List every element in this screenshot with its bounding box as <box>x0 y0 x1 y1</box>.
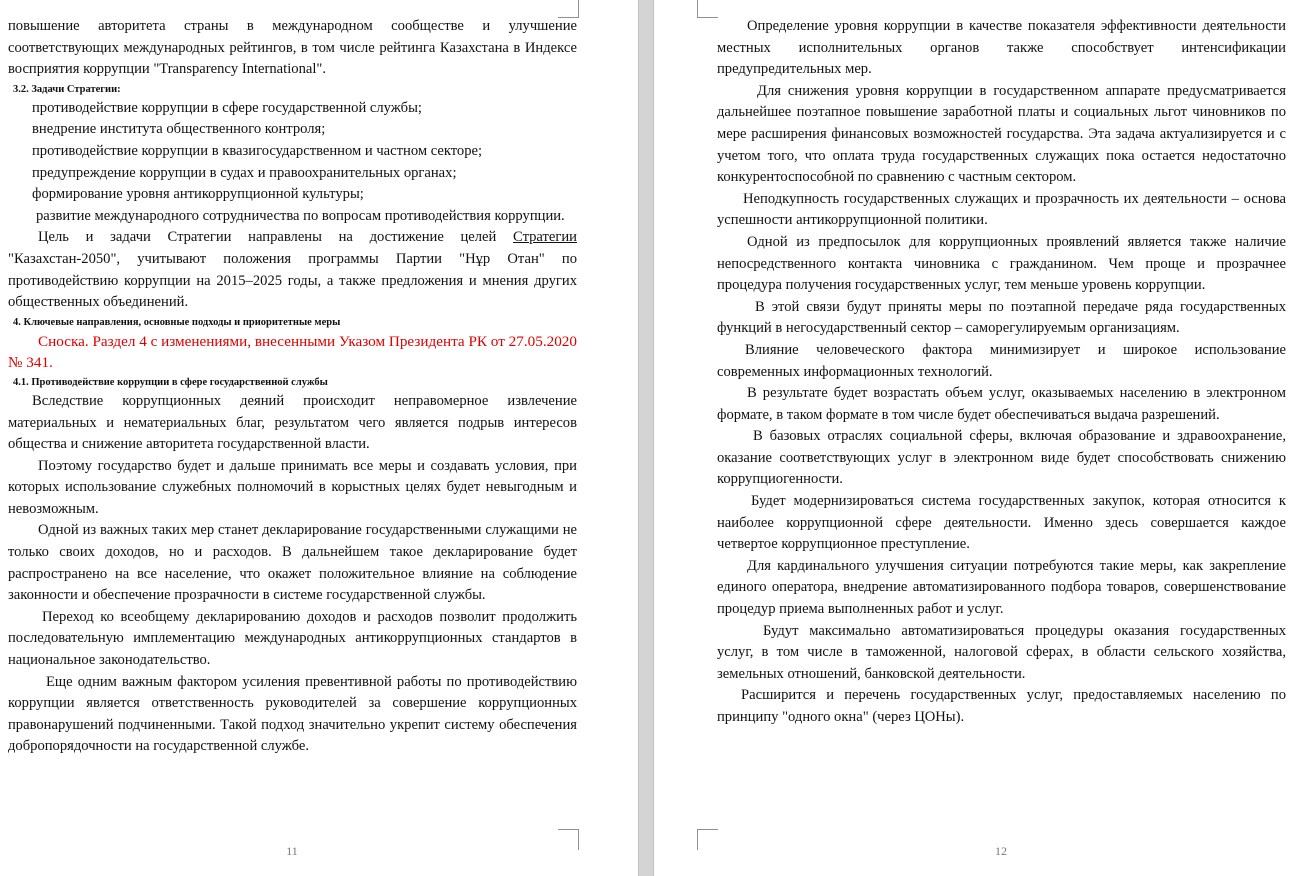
page-gutter <box>638 0 654 876</box>
list-item: противодействие коррупции в сфере государственной службы; <box>32 99 422 116</box>
page-number: 12 <box>995 844 1007 858</box>
page-number: 11 <box>286 844 298 858</box>
paragraph: В этой связи будут приняты меры по поэтапной передаче ряда государственных функций в негосударственный сектор – саморегулируемым организациям. <box>717 298 1286 337</box>
paragraph-text: Цель и задачи Стратегии направлены на достижение целей <box>38 229 514 246</box>
margin-corner-mark <box>697 0 718 18</box>
paragraph: Для снижения уровня коррупции в государственном аппарате предусматривается дальнейшее поэтапное повышение заработной платы и социальных льгот чиновников по мере расширения финансовых возможностей государства. Эта задача актуализируется и с учетом того, что оплата труда государственных служащих пока остается недостаточно конкурентоспособной по сравнению с частным сектором. <box>717 82 1286 186</box>
list-item: внедрение института общественного контроля; <box>32 121 326 138</box>
section-heading: 4. Ключевые направления, основные подходы и приоритетные меры <box>13 316 341 328</box>
paragraph: Еще одним важным фактором усиления превентивной работы по противодействию коррупции является ответственность руководителей за совершение коррупционных правонарушений подчиненными. Такой подход значительно укрепит систему обеспечения добропорядочности на государственной службе. <box>8 673 577 755</box>
paragraph: Одной из предпосылок для коррупционных проявлений является также наличие непосредственного контакта чиновника с гражданином. Чем проще и прозрачнее процедура получения государственных услуг, тем меньше уровень коррупции. <box>717 233 1286 294</box>
list-item: развитие международного сотрудничества по вопросам противодействия коррупции. <box>36 207 565 224</box>
subsection-heading: 4.1. Противодействие коррупции в сфере государственной службы <box>13 376 328 388</box>
paragraph <box>8 227 577 313</box>
paragraph: Будут максимально автоматизироваться процедуры оказания государственных услуг, в том числе в таможенной, налоговой сферах, в области сельского хозяйства, земельных отношений, банковской деятельности. <box>717 622 1286 682</box>
paragraph: Расширится и перечень государственных услуг, предоставляемых населению по принципу "одного окна" (через ЦОНы). <box>717 687 1286 725</box>
paragraph: Влияние человеческого фактора минимизирует и широкое использование современных информационных технологий. <box>717 341 1286 380</box>
list-item: противодействие коррупции в квазигосударственном и частном секторе; <box>32 142 483 159</box>
paragraph-text: "Казахстан-2050", учитывают положения программы Партии "Нұр Отан" по противодействию коррупции на 2015–2025 годы, а также предложения и мнения других общественных объединений. <box>8 250 577 311</box>
paragraph: Определение уровня коррупции в качестве показателя эффективности деятельности местных исполнительных органов также способствует интенсификации предупредительных мер. <box>717 18 1286 78</box>
paragraph: Одной из важных таких мер станет декларирование государственными служащими не только своих доходов, но и расходов. В дальнейшем такое декларирование будет распространено на все население, что окажет положительное влияние на соблюдение законности и обеспечение прозрачности в системе государственной службы. <box>8 522 577 604</box>
strategy-link[interactable]: Стратегии <box>513 229 577 246</box>
page-11-text[interactable] <box>8 16 577 758</box>
paragraph: Вследствие коррупционных деяний происходит неправомерное извлечение материальных и нематериальных благ, результатом чего является подрыв интересов общества и снижение авторитета государственной власти. <box>8 392 577 453</box>
paragraph: повышение авторитета страны в международном сообществе и улучшение соответствующих международных рейтингов, в том числе рейтинга Казахстана в Индексе восприятия коррупции "Transparency International". <box>8 18 577 78</box>
page-12-text[interactable] <box>717 16 1286 729</box>
section-heading: 3.2. Задачи Стратегии: <box>13 83 121 95</box>
footnote-amendment: Сноска. Раздел 4 с изменениями, внесенными Указом Президента РК от 27.05.2020 № 341. <box>8 332 577 372</box>
list-item: предупреждение коррупции в судах и правоохранительных органах; <box>32 164 457 181</box>
paragraph: Будет модернизироваться система государственных закупок, которая относится к наиболее коррупционной сфере деятельности. Именно здесь совершается каждое четвертое коррупционное преступление. <box>717 493 1286 553</box>
paragraph: Поэтому государство будет и дальше принимать все меры и создавать условия, при которых использование служебных полномочий в корыстных целях будет невыгодным и невозможным. <box>8 457 577 517</box>
paragraph: Неподкупность государственных служащих и прозрачность их деятельности – основа успешности антикоррупционной политики. <box>717 190 1286 229</box>
margin-corner-mark <box>558 829 579 850</box>
paragraph: В базовых отраслях социальной сферы, включая образование и здравоохранение, оказание соответствующих услуг в электронном виде будет способствовать снижению коррупциогенности. <box>717 428 1286 488</box>
paragraph: Для кардинального улучшения ситуации потребуются такие меры, как закрепление единого оператора, внедрение автоматизированного подбора товаров, совершенствование процедур приема выполненных работ и услуг. <box>717 557 1286 618</box>
paragraph: Переход ко всеобщему декларированию доходов и расходов позволит продолжить последовательную имплементацию международных антикоррупционных стандартов в национальное законодательство. <box>8 608 577 669</box>
margin-corner-mark <box>697 829 718 850</box>
page-12 <box>654 0 1304 876</box>
paragraph: В результате будет возрастать объем услуг, оказываемых населению в электронном формате, в таком формате в том числе будет обеспечиваться выдача разрешений. <box>717 385 1286 423</box>
page-11 <box>0 0 638 876</box>
list-item: формирование уровня антикоррупционной культуры; <box>32 186 364 203</box>
